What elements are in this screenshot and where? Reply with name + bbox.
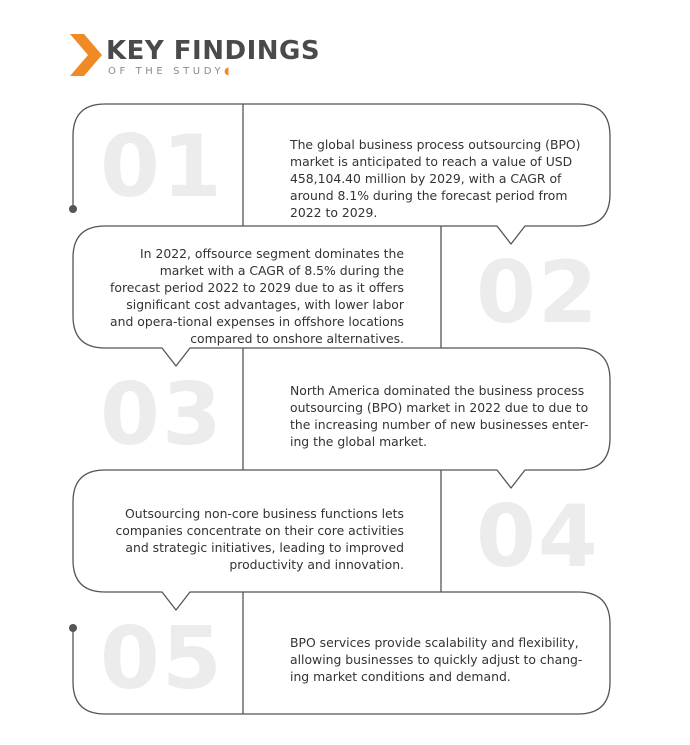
finding-1-number: 01 bbox=[100, 117, 224, 217]
finding-4-number: 04 bbox=[476, 487, 600, 587]
chevron-logo-icon bbox=[70, 34, 102, 76]
page-title: KEY FINDINGS bbox=[106, 36, 321, 66]
finding-5-dot bbox=[69, 624, 77, 632]
finding-2-text: In 2022, offsource segment dominates the market with a CAGR of 8.5% during the forecast period 2022 to 2029 due to as it offers significant cost advantages, with lower labor and opera-tional expenses in offshore locations compared to onshore alternatives. bbox=[110, 246, 404, 346]
finding-3-text: North America dominated the business process outsourcing (BPO) market in 2022 due to due to the increasing number of new businesses enter-ing the global market. bbox=[290, 383, 589, 449]
finding-2-number: 02 bbox=[476, 243, 600, 343]
finding-3-number: 03 bbox=[100, 365, 224, 465]
finding-5-text: BPO services provide scalability and flexibility, allowing businesses to quickly adjust to chang-ing market conditions and demand. bbox=[290, 635, 583, 684]
page-subtitle-text: OF THE STUDY bbox=[108, 66, 225, 77]
crescent-icon: ◖ bbox=[224, 66, 234, 77]
finding-4-text: Outsourcing non-core business functions lets companies concentrate on their core activities and strategic initiatives, leading to improved productivity and innovation. bbox=[115, 506, 404, 572]
page-subtitle bbox=[108, 66, 233, 77]
finding-1-text: The global business process outsourcing (BPO) market is anticipated to reach a value of USD 458,104.40 million by 2029, with a CAGR of around 8.1% during the forecast period from 2022 to 2029. bbox=[290, 137, 581, 220]
finding-1-dot bbox=[69, 205, 77, 213]
finding-5-number: 05 bbox=[100, 609, 224, 709]
